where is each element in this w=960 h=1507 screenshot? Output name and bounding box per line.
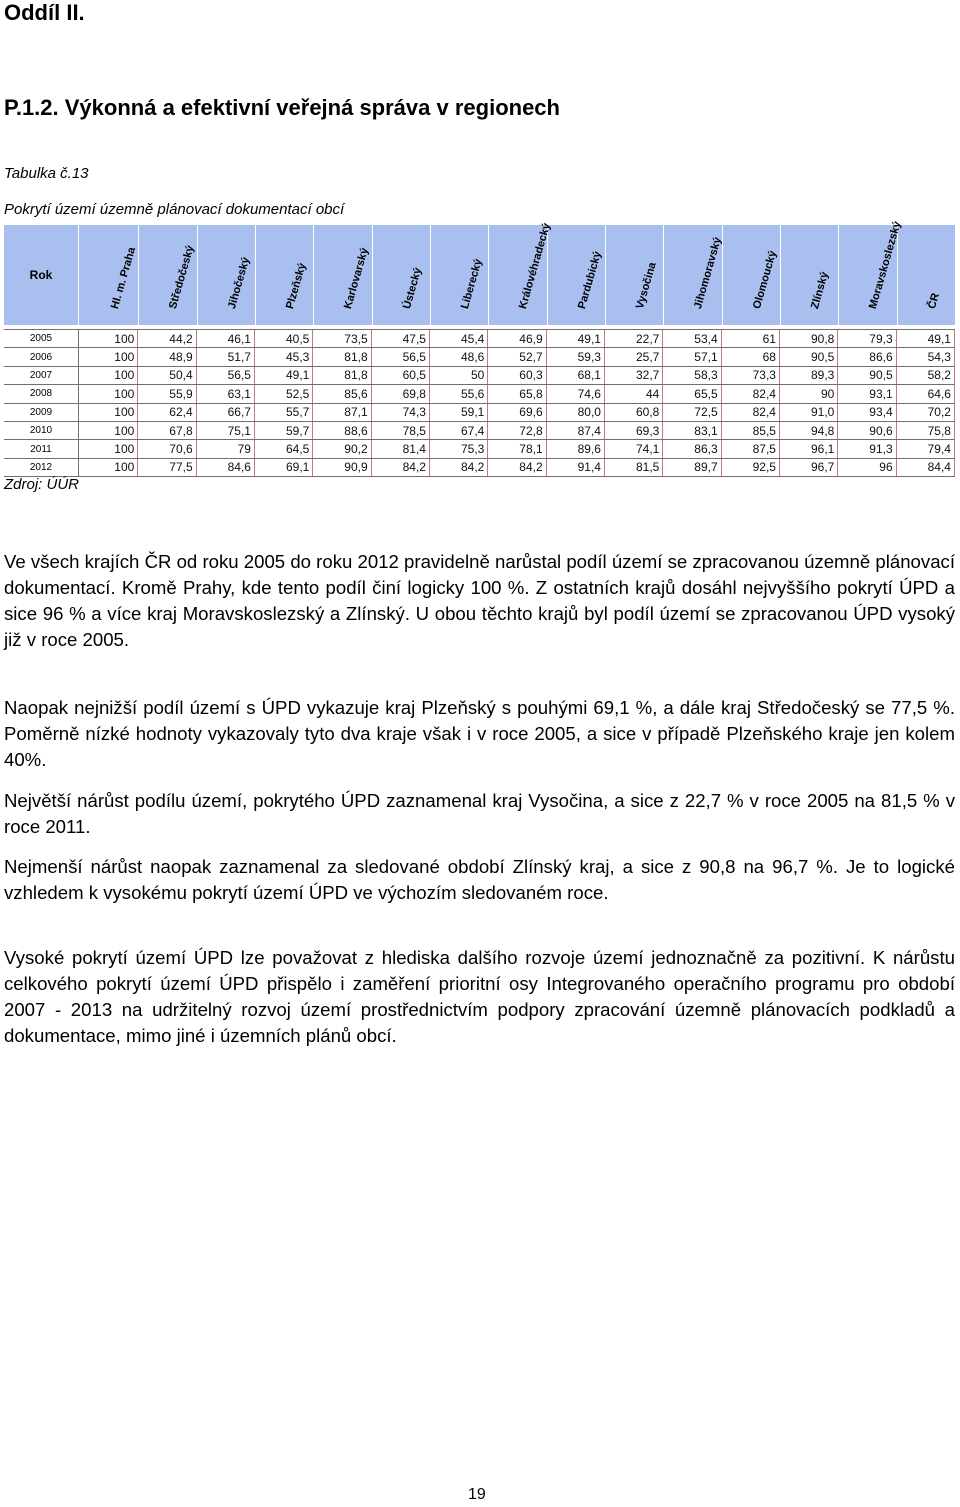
- value-cell: 59,1: [430, 404, 488, 421]
- value-cell: 45,3: [255, 348, 313, 365]
- value-cell: 93,4: [838, 404, 896, 421]
- value-cell: 59,3: [547, 348, 605, 365]
- table-header: [4, 220, 955, 325]
- column-header-label: Královéhradecký: [517, 221, 554, 311]
- value-cell: 77,5: [138, 459, 196, 476]
- column-header-label: Ústecký: [400, 266, 424, 311]
- value-cell: 50,4: [138, 367, 196, 384]
- value-cell: 90,9: [313, 459, 371, 476]
- value-cell: 82,4: [722, 385, 780, 402]
- value-cell: 100: [80, 330, 138, 347]
- value-cell: 83,1: [663, 422, 721, 439]
- value-cell: 54,3: [897, 348, 955, 365]
- value-cell: 91,4: [547, 459, 605, 476]
- value-cell: 84,2: [488, 459, 546, 476]
- value-cell: 100: [80, 385, 138, 402]
- value-cell: 46,9: [488, 330, 546, 347]
- table-body: [4, 329, 955, 477]
- value-cell: 69,6: [488, 404, 546, 421]
- value-cell: 86,3: [663, 440, 721, 457]
- column-header-label: Zlínský: [809, 270, 832, 311]
- value-cell: 48,6: [430, 348, 488, 365]
- value-cell: 96: [838, 459, 896, 476]
- year-cell: 2005: [4, 330, 79, 347]
- value-cell: 22,7: [605, 330, 663, 347]
- year-cell: 2010: [4, 422, 79, 439]
- value-cell: 49,1: [547, 330, 605, 347]
- value-cell: 100: [80, 348, 138, 365]
- value-cell: 52,5: [255, 385, 313, 402]
- paragraph: Vysoké pokrytí území ÚPD lze považovat z hlediska dalšího rozvoje území jednoznačně za pozitivní. K nárůstu celkového pokrytí území ÚPD přispělo i zaměření prioritní osy Integrovaného operačního programu pro období 2007 - 2013 na udržitelný rozvoj území prostřednictvím podpory zpracování územně plánovacích podkladů a dokumentace, mimo jiné i územních plánů obcí.: [4, 947, 955, 1046]
- column-header: [138, 225, 197, 325]
- paragraph: Naopak nejnižší podíl území s ÚPD vykazuje kraj Plzeňský s pouhými 69,1 %, a dále kraj Středočeský se 77,5 %. Poměrně nízké hodnoty vykazovaly tyto dva kraje však i v roce 2005, a sice v případě Plzeňského kraje jen kolem 40%.: [4, 697, 955, 770]
- value-cell: 51,7: [197, 348, 255, 365]
- table-row: [4, 348, 955, 366]
- value-cell: 60,3: [488, 367, 546, 384]
- column-header: [605, 225, 664, 325]
- value-cell: 74,6: [547, 385, 605, 402]
- value-cell: 87,4: [547, 422, 605, 439]
- value-cell: 74,3: [372, 404, 430, 421]
- value-cell: 49,1: [897, 330, 955, 347]
- value-cell: 100: [80, 440, 138, 457]
- table-row: [4, 404, 955, 422]
- value-cell: 67,4: [430, 422, 488, 439]
- table-row: [4, 459, 955, 477]
- column-header-label: Plzeňský: [284, 261, 309, 311]
- value-cell: 84,2: [372, 459, 430, 476]
- table-caption: Pokrytí území územně plánovací dokumentací obcí: [4, 201, 345, 218]
- value-cell: 89,6: [547, 440, 605, 457]
- value-cell: 96,1: [780, 440, 838, 457]
- value-cell: 96,7: [780, 459, 838, 476]
- value-cell: 46,1: [197, 330, 255, 347]
- column-header-label: Pardubický: [575, 249, 604, 311]
- value-cell: 67,8: [138, 422, 196, 439]
- year-cell: 2007: [4, 367, 79, 384]
- column-header: [430, 225, 489, 325]
- value-cell: 90,6: [838, 422, 896, 439]
- value-cell: 25,7: [605, 348, 663, 365]
- value-cell: 63,1: [197, 385, 255, 402]
- value-cell: 79,4: [897, 440, 955, 457]
- value-cell: 44,2: [138, 330, 196, 347]
- table-row: [4, 367, 955, 385]
- value-cell: 49,1: [255, 367, 313, 384]
- value-cell: 48,9: [138, 348, 196, 365]
- value-cell: 100: [80, 367, 138, 384]
- value-cell: 81,4: [372, 440, 430, 457]
- paragraph: Největší nárůst podílu území, pokrytého ÚPD zaznamenal kraj Vysočina, a sice z 22,7 % v roce 2005 na 81,5 % v roce 2011.: [4, 790, 955, 837]
- value-cell: 81,5: [605, 459, 663, 476]
- column-header: [897, 225, 956, 325]
- value-cell: 73,3: [722, 367, 780, 384]
- value-cell: 89,7: [663, 459, 721, 476]
- column-header-label: Jihočeský: [225, 255, 253, 311]
- value-cell: 86,6: [838, 348, 896, 365]
- column-header-label: ČR: [925, 291, 942, 311]
- column-header: [80, 225, 139, 325]
- value-cell: 52,7: [488, 348, 546, 365]
- value-cell: 79,3: [838, 330, 896, 347]
- value-cell: 85,6: [313, 385, 371, 402]
- value-cell: 66,7: [197, 404, 255, 421]
- value-cell: 56,5: [372, 348, 430, 365]
- value-cell: 91,0: [780, 404, 838, 421]
- value-cell: 90,5: [780, 348, 838, 365]
- column-header: [722, 225, 781, 325]
- value-cell: 44: [605, 385, 663, 402]
- value-cell: 32,7: [605, 367, 663, 384]
- column-header: [255, 225, 314, 325]
- column-header-label: Středočeský: [167, 244, 198, 311]
- value-cell: 47,5: [372, 330, 430, 347]
- coverage-table: [4, 220, 955, 475]
- value-cell: 55,7: [255, 404, 313, 421]
- value-cell: 84,4: [897, 459, 955, 476]
- value-cell: 61: [722, 330, 780, 347]
- column-header: [663, 225, 725, 325]
- year-cell: 2011: [4, 440, 79, 457]
- table-row: [4, 422, 955, 440]
- value-cell: 56,5: [197, 367, 255, 384]
- value-cell: 100: [80, 422, 138, 439]
- value-cell: 55,9: [138, 385, 196, 402]
- value-cell: 60,5: [372, 367, 430, 384]
- value-cell: 40,5: [255, 330, 313, 347]
- value-cell: 89,3: [780, 367, 838, 384]
- value-cell: 80,0: [547, 404, 605, 421]
- value-cell: 72,5: [663, 404, 721, 421]
- section-title: Oddíl II.: [4, 0, 85, 25]
- value-cell: 58,2: [897, 367, 955, 384]
- column-header-label: Vysočina: [634, 260, 659, 311]
- column-header-label: Olomoucký: [750, 249, 779, 311]
- value-cell: 87,1: [313, 404, 371, 421]
- value-cell: 57,1: [663, 348, 721, 365]
- year-cell: 2008: [4, 385, 79, 402]
- column-header-label: Liberecký: [459, 257, 485, 311]
- value-cell: 78,5: [372, 422, 430, 439]
- chapter-heading: P.1.2. Výkonná a efektivní veřejná správa v regionech: [4, 95, 560, 120]
- value-cell: 73,5: [313, 330, 371, 347]
- value-cell: 60,8: [605, 404, 663, 421]
- value-cell: 75,8: [897, 422, 955, 439]
- year-cell: 2009: [4, 404, 79, 421]
- column-header: [838, 220, 904, 325]
- value-cell: 91,3: [838, 440, 896, 457]
- value-cell: 64,5: [255, 440, 313, 457]
- table-row: [4, 440, 955, 458]
- column-header-label: Jihomoravský: [692, 235, 725, 311]
- table-row: [4, 329, 955, 348]
- value-cell: 70,6: [138, 440, 196, 457]
- column-header-label: Hl. m. Praha: [109, 245, 139, 311]
- value-cell: 72,8: [488, 422, 546, 439]
- value-cell: 79: [197, 440, 255, 457]
- value-cell: 50: [430, 367, 488, 384]
- value-cell: 90,2: [313, 440, 371, 457]
- paragraph: Ve všech krajích ČR od roku 2005 do roku 2012 pravidelně narůstal podíl území se zpracovanou územně plánovací dokumentací. Kromě Prahy, kde tento podíl činí logicky 100 %. Z ostatních krajů dosáhl nejvyššího pokrytí ÚPD a sice 96 % a více kraj Moravskoslezský a Zlínský. U obou těchto krajů byl podíl území se zpracovanou ÚPD vysoký již v roce 2005.: [4, 551, 955, 650]
- value-cell: 59,7: [255, 422, 313, 439]
- table-row: [4, 385, 955, 403]
- value-cell: 55,6: [430, 385, 488, 402]
- year-column-header: Rok: [4, 225, 79, 325]
- value-cell: 69,8: [372, 385, 430, 402]
- value-cell: 84,6: [197, 459, 255, 476]
- value-cell: 81,8: [313, 348, 371, 365]
- value-cell: 65,8: [488, 385, 546, 402]
- value-cell: 65,5: [663, 385, 721, 402]
- value-cell: 64,6: [897, 385, 955, 402]
- value-cell: 84,2: [430, 459, 488, 476]
- value-cell: 100: [80, 404, 138, 421]
- value-cell: 88,6: [313, 422, 371, 439]
- value-cell: 75,1: [197, 422, 255, 439]
- paragraph: Nejmenší nárůst naopak zaznamenal za sledované období Zlínský kraj, a sice z 90,8 na 96,7 %. Je to logické vzhledem k vysokému pokrytí území ÚPD ve výchozím sledovaném roce.: [4, 856, 955, 903]
- value-cell: 90,8: [780, 330, 838, 347]
- value-cell: 69,1: [255, 459, 313, 476]
- value-cell: 75,3: [430, 440, 488, 457]
- value-cell: 94,8: [780, 422, 838, 439]
- column-header: [780, 225, 839, 325]
- value-cell: 85,5: [722, 422, 780, 439]
- year-cell: 2012: [4, 459, 79, 476]
- column-header: [488, 221, 554, 325]
- table-source: Zdroj: ÚÚR: [4, 476, 80, 493]
- column-header: [197, 225, 256, 325]
- value-cell: 81,8: [313, 367, 371, 384]
- value-cell: 90,5: [838, 367, 896, 384]
- value-cell: 87,5: [722, 440, 780, 457]
- value-cell: 68,1: [547, 367, 605, 384]
- column-header: [313, 225, 372, 325]
- value-cell: 68: [722, 348, 780, 365]
- page-number: 19: [468, 1486, 486, 1503]
- value-cell: 53,4: [663, 330, 721, 347]
- value-cell: 82,4: [722, 404, 780, 421]
- value-cell: 74,1: [605, 440, 663, 457]
- value-cell: 92,5: [722, 459, 780, 476]
- value-cell: 58,3: [663, 367, 721, 384]
- year-cell: 2006: [4, 348, 79, 365]
- column-header: [547, 225, 606, 325]
- table-label: Tabulka č.13: [4, 165, 89, 182]
- column-header-label: Karlovarský: [342, 246, 372, 311]
- value-cell: 78,1: [488, 440, 546, 457]
- value-cell: 90: [780, 385, 838, 402]
- value-cell: 70,2: [897, 404, 955, 421]
- value-cell: 93,1: [838, 385, 896, 402]
- value-cell: 69,3: [605, 422, 663, 439]
- value-cell: 100: [80, 459, 138, 476]
- column-header: [372, 225, 431, 325]
- value-cell: 45,4: [430, 330, 488, 347]
- column-header-label: Moravskoslezský: [867, 220, 904, 311]
- value-cell: 62,4: [138, 404, 196, 421]
